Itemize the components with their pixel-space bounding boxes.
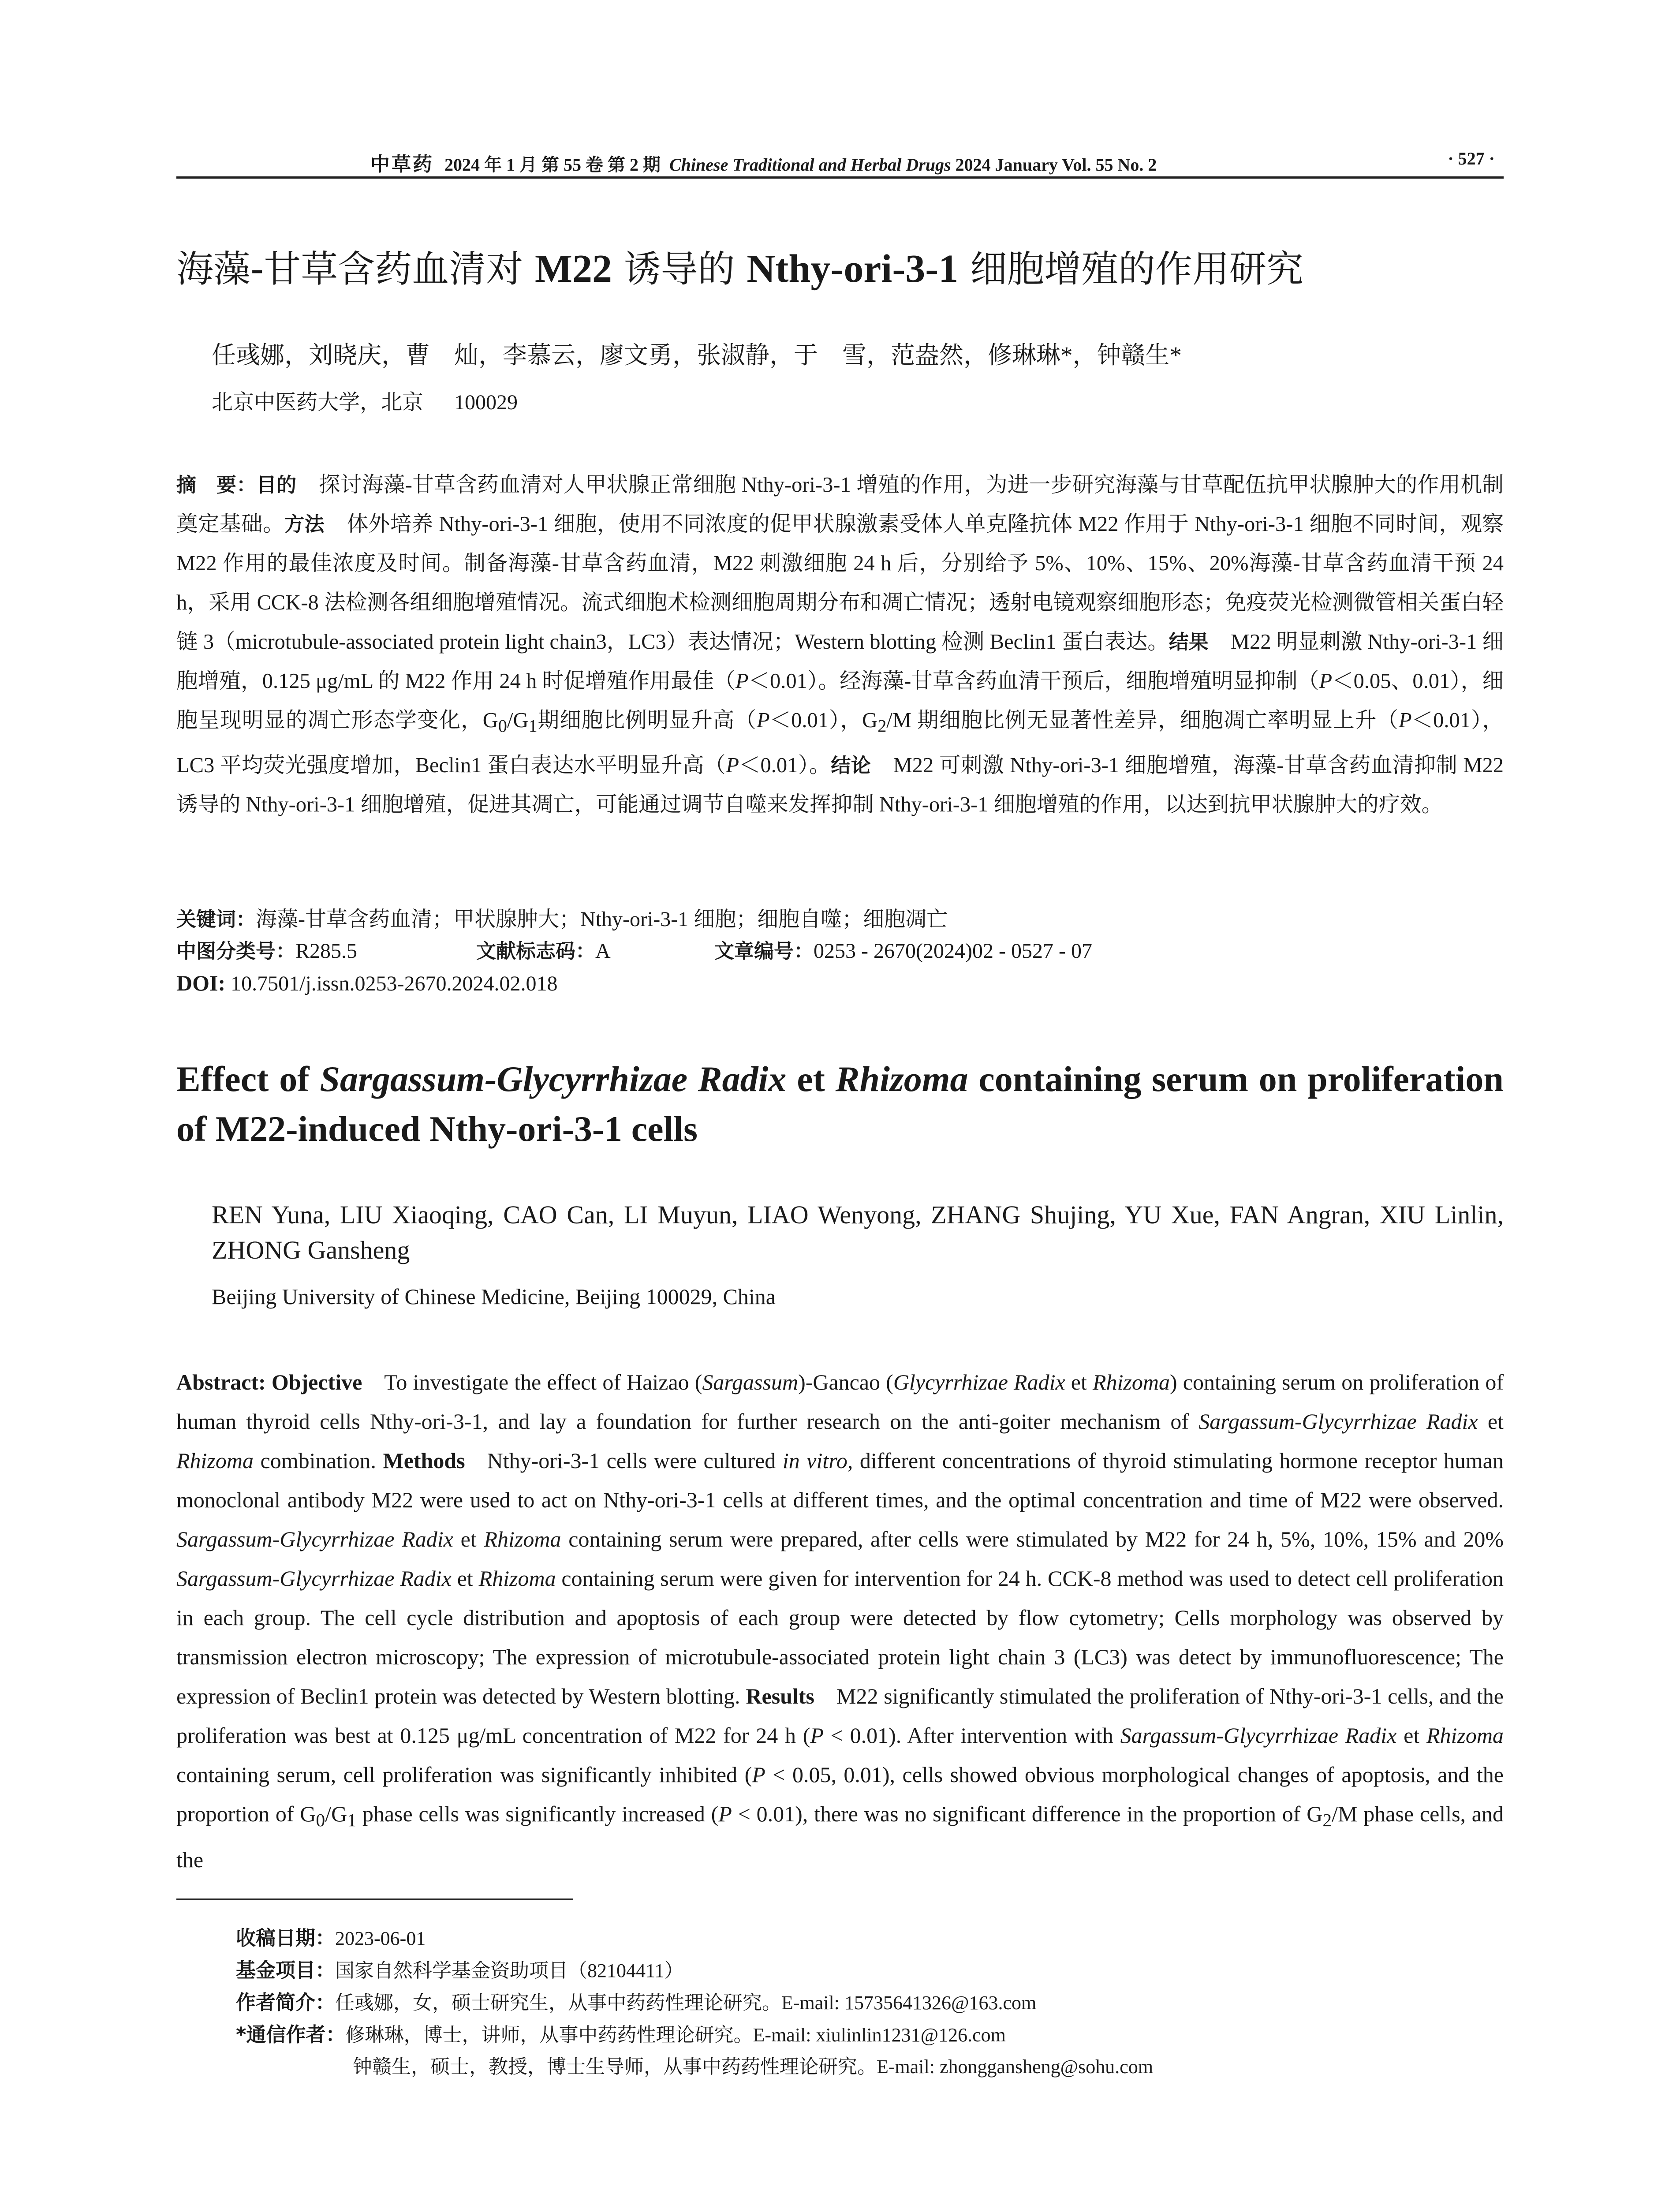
footnote-fund: 基金项目：国家自然科学基金资助项目（82104411）: [236, 1958, 684, 1982]
running-header: [176, 146, 1504, 179]
abstract-en: Abstract: Objective To investigate the effect of Haizao (Sargassum)-Gancao (Glycyrrhizae Radix et Rhizoma) containing serum on proliferation of human thyroid cells Nthy-ori-3-1, and lay a foundation for further research on the anti-goiter mechanism of Sargassum-Glycyrrhizae Radix et Rhizoma combination. Methods Nthy-ori-3-1 cells were cultured in vitro, different concentrations of thyroid stimulating hormone receptor human monoclonal antibody M22 were used to act on Nthy-ori-3-1 cells at different times, and the optimal concentration and time of M22 were observed. Sargassum-Glycyrrhizae Radix et Rhizoma containing serum were prepared, after cells were stimulated by M22 for 24 h, 5%, 10%, 15% and 20% Sargassum-Glycyrrhizae Radix et Rhizoma containing serum were given for intervention for 24 h. CCK-8 method was used to detect cell proliferation in each group. The cell cycle distribution and apoptosis of each group were detected by flow cytometry; Cells morphology was observed by transmission electron microscopy; The expression of microtubule-associated protein light chain 3 (LC3) was detect by immunofluorescence; The expression of Beclin1 protein was detected by Western blotting. Results M22 significantly stimulated the proliferation of Nthy-ori-3-1 cells, and the proliferation was best at 0.125 μg/mL concentration of M22 for 24 h (P < 0.01). After intervention with Sargassum-Glycyrrhizae Radix et Rhizoma containing serum, cell proliferation was significantly inhibited (P < 0.05, 0.01), cells showed obvious morphological changes of apoptosis, and the proportion of $G_0/G_1$ phase cells was significantly increased (P < 0.01), there was no significant difference in the proportion of $G_2/M$ phase cells, and the: [176, 1370, 1504, 1872]
article-number: 文章编号：0253 - 2670(2024)02 - 0527 - 07: [714, 939, 1092, 963]
clc-code: 中图分类号：R285.5: [176, 939, 358, 963]
footnote-author: 作者简介：任彧娜，女，硕士研究生，从事中药药性理论研究。E-mail: 15735641326@163.com: [236, 1991, 1037, 2014]
keywords-cn: 关键词：海藻-甘草含药血清；甲状腺肿大；Nthy-ori-3-1 细胞；细胞自噬；细胞凋亡: [176, 908, 948, 931]
abstract-label-en: Abstract: Objective: [176, 1370, 362, 1394]
footnote-corresponding: *通信作者：修琳琳，博士，讲师，从事中药药性理论研究。E-mail: xiulinlin1231@126.com: [236, 2023, 1006, 2046]
document-code: 文献标志码：A: [476, 939, 611, 963]
footnote-divider: [176, 1899, 573, 1900]
journal-issue-en: 2024 January Vol. 55 No. 2: [955, 155, 1157, 175]
title-en: Effect of Sargassum-Glycyrrhizae Radix et Rhizoma containing serum on proliferation of M22-induced Nthy-ori-3-1 cells: [176, 1059, 1504, 1149]
abstract-label-cn: 摘 要：: [176, 473, 257, 497]
page-number: · 527 ·: [1448, 149, 1495, 168]
affiliation-cn: 北京中医药大学，北京 100029: [212, 391, 518, 414]
title-cn: 海藻-甘草含药血清对 M22 诱导的 Nthy-ori-3-1 细胞增殖的作用研究: [176, 247, 1303, 291]
classification-line: [176, 936, 1504, 967]
journal-info: [370, 148, 1157, 176]
doi-line: DOI: 10.7501/j.issn.0253-2670.2024.02.018: [176, 971, 558, 995]
authors-cn: 任彧娜，刘晓庆，曹 灿，李慕云，廖文勇，张淑静，于 雪，范盎然，修琳琳*，钟赣生*: [212, 342, 1182, 369]
footnote-corresponding-2: 钟赣生，硕士，教授，博士生导师，从事中药药性理论研究。E-mail: zhonggansheng@sohu.com: [353, 2056, 1154, 2078]
abstract-cn: 摘 要：目的 探讨海藻-甘草含药血清对人甲状腺正常细胞 Nthy-ori-3-1 增殖的作用，为进一步研究海藻与甘草配伍抗甲状腺肿大的作用机制奠定基础。方法 体外培养 Nthy-ori-3-1 细胞，使用不同浓度的促甲状腺激素受体人单克隆抗体 M22 作用于 Nthy-ori-3-1 细胞不同时间，观察 M22 作用的最佳浓度及时间。制备海藻-甘草含药血清，M22 刺激细胞 24 h 后，分别给予 5%、10%、15%、20%海藻-甘草含药血清干预 24 h，采用 CCK-8 法检测各组细胞增殖情况。流式细胞术检测细胞周期分布和凋亡情况；透射电镜观察细胞形态；免疫荧光检测微管相关蛋白轻链 3（microtubule-associated protein light chain3，LC3）表达情况；Western blotting 检测 Beclin1 蛋白表达。结果 M22 明显刺激 Nthy-ori-3-1 细胞增殖，0.125 μg/mL 的 M22 作用 24 h 时促增殖作用最佳（P＜0.01）。经海藻-甘草含药血清干预后，细胞增殖明显抑制（P＜0.05、0.01），细胞呈现明显的凋亡形态学变化，$G_0/G_1$期细胞比例明显升高（P＜0.01），$G_2/M$ 期细胞比例无显著性差异，细胞凋亡率明显上升（P＜0.01），LC3 平均荧光强度增加，Beclin1 蛋白表达水平明显升高（P＜0.01）。结论 M22 可刺激 Nthy-ori-3-1 细胞增殖，海藻-甘草含药血清抑制 M22 诱导的 Nthy-ori-3-1 细胞增殖，促进其凋亡，可能通过调节自噬来发挥抑制 Nthy-ori-3-1 细胞增殖的作用，以达到抗甲状腺肿大的疗效。: [176, 473, 1504, 816]
footnote-received: 收稿日期：2023-06-01: [236, 1926, 426, 1950]
journal-name-en: Chinese Traditional and Herbal Drugs: [669, 155, 951, 175]
journal-logo: 中草药: [370, 153, 434, 176]
affiliation-en: Beijing University of Chinese Medicine, Beijing 100029, China: [212, 1284, 776, 1309]
journal-date-cn: 2024 年 1 月 第 55 卷 第 2 期: [444, 155, 661, 175]
authors-en: REN Yuna, LIU Xiaoqing, CAO Can, LI Muyun, LIAO Wenyong, ZHANG Shujing, YU Xue, FAN Angran, XIU Linlin, ZHONG Gansheng: [212, 1200, 1504, 1264]
